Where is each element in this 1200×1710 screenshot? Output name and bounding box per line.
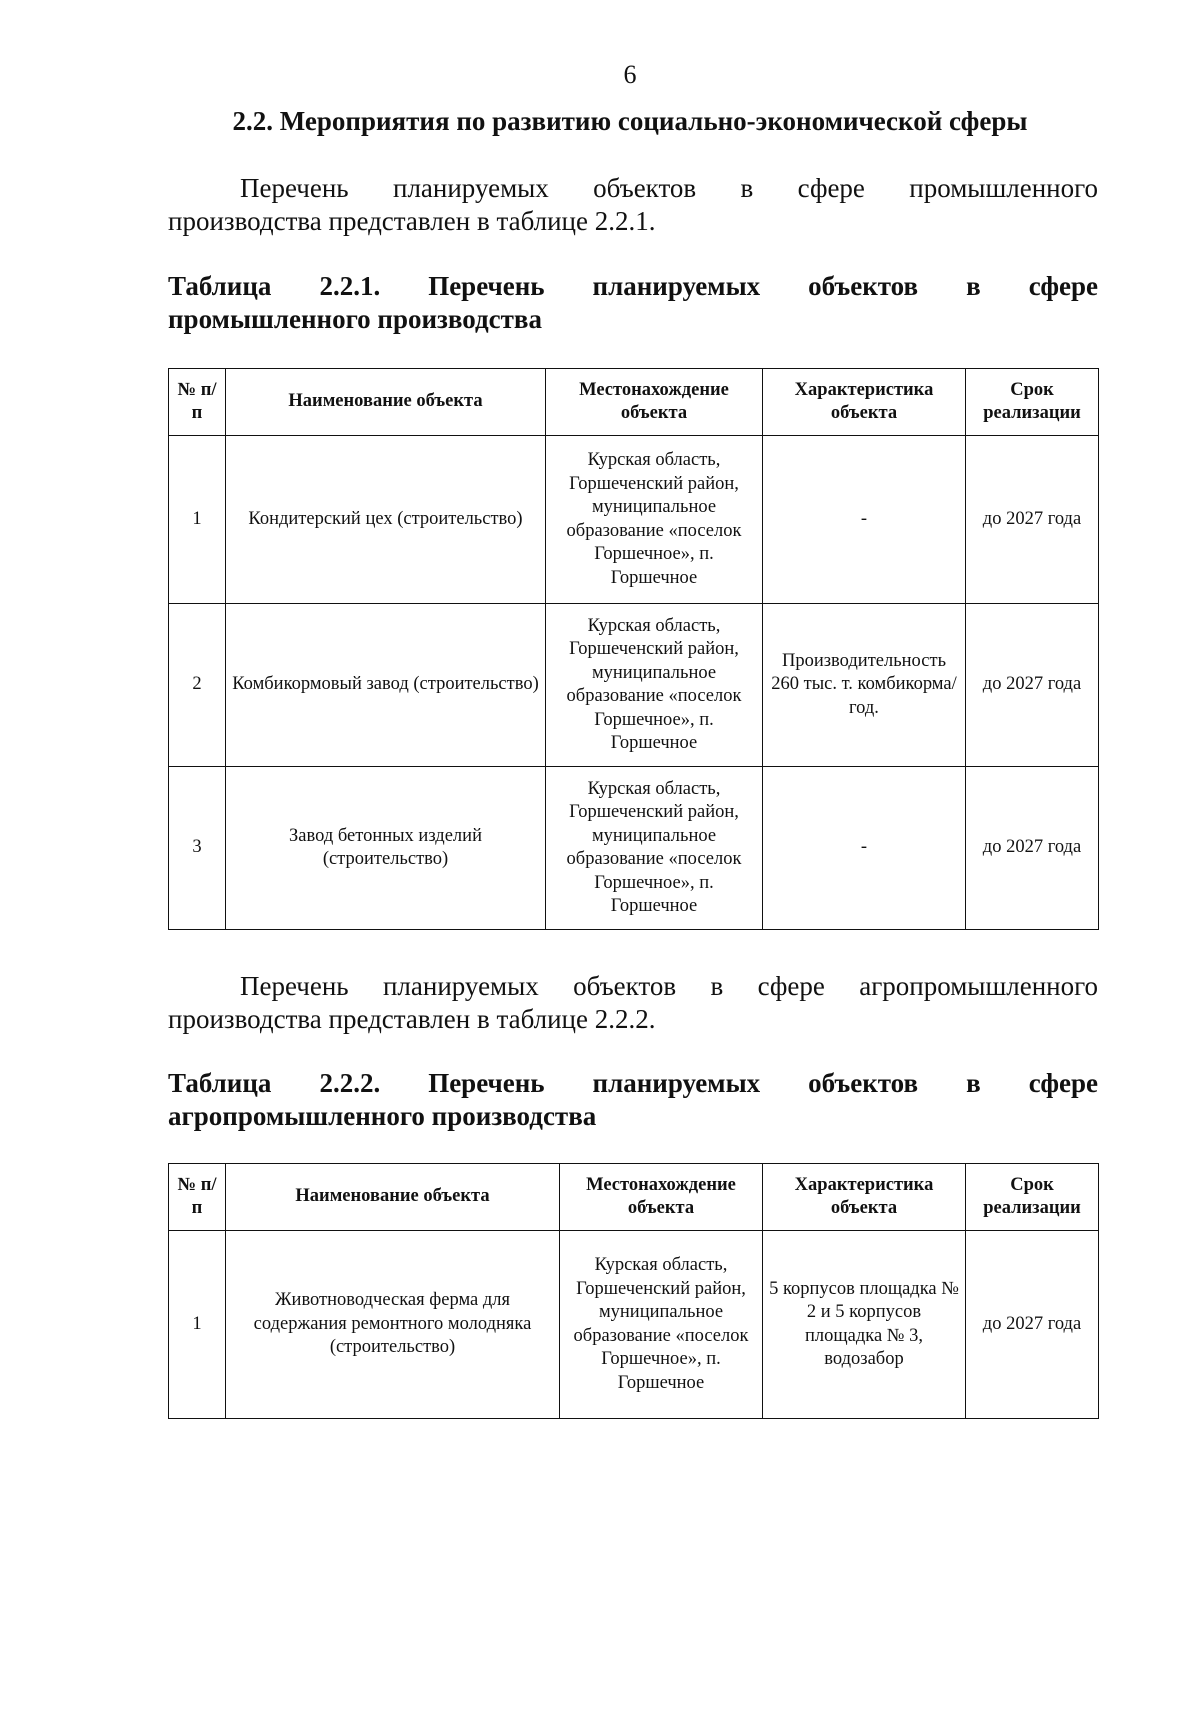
- table-caption-2: [168, 1067, 1098, 1133]
- table-row: [169, 436, 1099, 604]
- caption-word: объектов: [808, 271, 919, 301]
- cell-number: 1: [169, 436, 226, 604]
- paragraph-line: производства представлен в таблице 2.2.2.: [168, 1004, 656, 1034]
- paragraph-line: Перечень планируемых объектов в сфере агропромышленного: [240, 971, 1098, 1001]
- cell-number: 1: [169, 1231, 226, 1419]
- caption-word: Таблица: [168, 271, 272, 301]
- header-name: Наименование объекта: [226, 1164, 560, 1231]
- table-agro-objects: [168, 1163, 1099, 1419]
- caption-word: 2.2.2.: [319, 1068, 381, 1098]
- cell-name: Комбикормовый завод (строительство): [226, 604, 546, 767]
- cell-name: Кондитерский цех (строительство): [226, 436, 546, 604]
- cell-deadline: до 2027 года: [966, 1231, 1099, 1419]
- cell-deadline: до 2027 года: [966, 604, 1099, 767]
- cell-characteristic: Производительность 260 тыс. т. комбикорма/год.: [763, 604, 966, 767]
- page-number: 6: [623, 60, 637, 89]
- cell-characteristic: -: [763, 436, 966, 604]
- header-deadline: Срок реализации: [966, 1164, 1099, 1231]
- caption-word: Перечень: [428, 1068, 545, 1098]
- cell-location: Курская область, Горшеченский район, муниципальное образование «поселок Горшечное», п. Горшечное: [560, 1231, 763, 1419]
- cell-location: Курская область, Горшеченский район, муниципальное образование «поселок Горшечное», п. Горшечное: [546, 767, 763, 930]
- cell-characteristic: -: [763, 767, 966, 930]
- caption-word: сфере: [1028, 1068, 1098, 1098]
- caption-word: объектов: [808, 1068, 919, 1098]
- table-row: [169, 767, 1099, 930]
- caption-word: планируемых: [592, 1068, 761, 1098]
- caption-word: Перечень: [428, 271, 545, 301]
- table-row: [169, 1231, 1099, 1419]
- table-industrial-objects: [168, 368, 1099, 930]
- header-deadline: Срок реализации: [966, 369, 1099, 436]
- intro-paragraph-1: [168, 172, 1098, 238]
- cell-location: Курская область, Горшеченский район, муниципальное образование «поселок Горшечное», п. Горшечное: [546, 604, 763, 767]
- header-characteristic: Характеристика объекта: [763, 1164, 966, 1231]
- caption-word: 2.2.1.: [319, 271, 381, 301]
- table-caption-1: [168, 270, 1098, 336]
- table-row: [169, 604, 1099, 767]
- table-header-row: [169, 369, 1099, 436]
- caption-word: сфере: [1028, 271, 1098, 301]
- table-header-row: [169, 1164, 1099, 1231]
- caption-line-2: промышленного производства: [168, 304, 542, 334]
- header-location: Местонахождение объекта: [546, 369, 763, 436]
- header-location: Местонахождение объекта: [560, 1164, 763, 1231]
- cell-number: 2: [169, 604, 226, 767]
- paragraph-line: производства представлен в таблице 2.2.1.: [168, 206, 656, 236]
- header-characteristic: Характеристика объекта: [763, 369, 966, 436]
- cell-number: 3: [169, 767, 226, 930]
- cell-name: Животноводческая ферма для содержания ремонтного молодняка (строительство): [226, 1231, 560, 1419]
- caption-word: планируемых: [592, 271, 761, 301]
- section-title: 2.2. Мероприятия по развитию социально-экономической сферы: [232, 106, 1028, 136]
- caption-word: в: [966, 1068, 981, 1098]
- cell-deadline: до 2027 года: [966, 767, 1099, 930]
- intro-paragraph-2: [168, 970, 1098, 1036]
- header-number: № п/п: [169, 369, 226, 436]
- cell-characteristic: 5 корпусов площадка № 2 и 5 корпусов площадка № 3, водозабор: [763, 1231, 966, 1419]
- paragraph-line: Перечень планируемых объектов в сфере промышленного: [240, 173, 1098, 203]
- header-name: Наименование объекта: [226, 369, 546, 436]
- cell-location: Курская область, Горшеченский район, муниципальное образование «поселок Горшечное», п. Горшечное: [546, 436, 763, 604]
- header-number: № п/п: [169, 1164, 226, 1231]
- caption-line-2: агропромышленного производства: [168, 1101, 597, 1131]
- cell-deadline: до 2027 года: [966, 436, 1099, 604]
- cell-name: Завод бетонных изделий (строительство): [226, 767, 546, 930]
- caption-word: Таблица: [168, 1068, 272, 1098]
- caption-word: в: [966, 271, 981, 301]
